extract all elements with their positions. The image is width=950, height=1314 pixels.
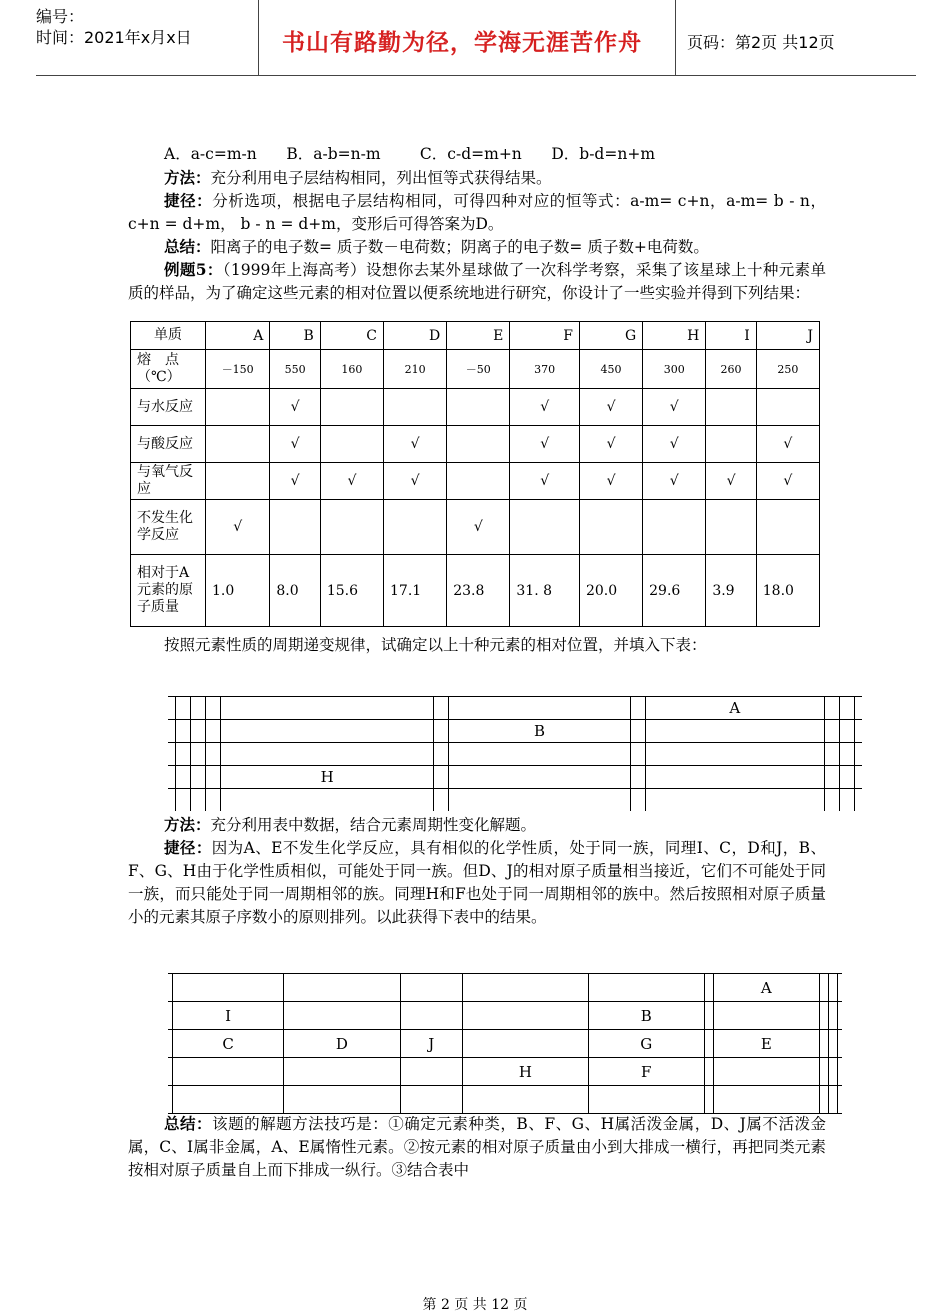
- shortcut-paragraph-1: [128, 189, 826, 236]
- element-header: C: [320, 322, 383, 350]
- shortcut-text: 因为A、E不发生化学反应，具有相似的化学性质，处于同一族，同理I、C，D和J，B、F、G、H由于化学性质相似，可能处于同一族。但D、J的相对原子质量相当接近，它们不可能处于同一族，而只能处于同一周期相邻的族。同理H和F也处于同一周期相邻的族中。然后按照相对原子质量小的元素其原子序数小的原则排列。以此获得下表中的结果。: [128, 839, 826, 926]
- table-cell: [384, 500, 447, 555]
- element-header: E: [447, 322, 510, 350]
- grid-cell: [168, 789, 176, 812]
- grid-cell: [704, 1002, 713, 1030]
- table-header-row: [131, 322, 820, 350]
- table-cell: √: [447, 500, 510, 555]
- header-right-cell: [675, 0, 916, 75]
- grid-cell: [449, 766, 631, 789]
- table-cell: [320, 500, 383, 555]
- grid-row: [168, 697, 862, 720]
- summary-paragraph-2: [128, 1112, 826, 1182]
- grid-cell: [824, 697, 839, 720]
- row-label: 与氧气反应: [131, 463, 206, 500]
- row-label: 相对于A元素的原子质量: [131, 555, 206, 627]
- summary-text: 该题的解题方法技巧是：①确定元素种类，B、F、G、H属活泼金属，D、J属不活泼金属，C、I属非金属，A、E属惰性元素。②按元素的相对原子质量由小到大排成一横行，再把同类元素按相对原子质量自上而下排成一纵行。③结合表中: [128, 1115, 826, 1179]
- grid-cell: [837, 1086, 842, 1114]
- table-cell: 210: [384, 350, 447, 389]
- table-cell: √: [510, 389, 580, 426]
- table-cell: [447, 426, 510, 463]
- grid-cell: [588, 1086, 704, 1114]
- table-cell: 8.0: [270, 555, 320, 627]
- header-motto: 书山有路勤为径，学海无涯苦作舟: [282, 30, 642, 56]
- table-cell: √: [270, 463, 320, 500]
- table-cell: [756, 500, 819, 555]
- document-number-label: 编号：: [36, 7, 85, 26]
- grid-cell: [284, 1086, 400, 1114]
- grid-cell: [172, 1086, 283, 1114]
- grid-cell: [206, 743, 221, 766]
- grid-cell: [168, 743, 176, 766]
- grid-cell: [168, 766, 176, 789]
- grid-cell: [176, 720, 191, 743]
- table-row-oxygen: [131, 463, 820, 500]
- grid-cell: [191, 720, 206, 743]
- grid-cell: [854, 720, 862, 743]
- grid-cell: [704, 1030, 713, 1058]
- grid-cell: [206, 766, 221, 789]
- table-cell: 550: [270, 350, 320, 389]
- element-header: G: [579, 322, 642, 350]
- grid-row: [168, 789, 862, 812]
- table-cell: √: [579, 426, 642, 463]
- grid-cell: G: [588, 1030, 704, 1058]
- grid-cell: [820, 974, 829, 1002]
- grid-cell: [854, 789, 862, 812]
- grid-cell: [176, 743, 191, 766]
- table-cell: [206, 389, 270, 426]
- grid-cell: [400, 974, 463, 1002]
- grid-cell: [168, 720, 176, 743]
- grid-cell: [713, 1002, 820, 1030]
- grid-cell: [434, 766, 449, 789]
- table-cell: √: [510, 426, 580, 463]
- grid-cell: E: [713, 1030, 820, 1058]
- table-cell: 450: [579, 350, 642, 389]
- grid-cell: [824, 789, 839, 812]
- table-header-label: 单质: [131, 322, 206, 350]
- grid-cell: [645, 743, 824, 766]
- grid-cell: [829, 1086, 838, 1114]
- grid-cell: [820, 1086, 829, 1114]
- grid-cell: [400, 1086, 463, 1114]
- table-cell: 23.8: [447, 555, 510, 627]
- grid-cell: [704, 1058, 713, 1086]
- method-label: 方法：: [164, 168, 211, 187]
- element-header: H: [643, 322, 706, 350]
- table-cell: [447, 389, 510, 426]
- element-header: A: [206, 322, 270, 350]
- table-cell: [756, 389, 819, 426]
- grid-cell: [191, 766, 206, 789]
- table-cell: [579, 500, 642, 555]
- table-cell: [206, 426, 270, 463]
- grid-cell: [191, 697, 206, 720]
- example-text: （1999年上海高考）设想你去某外星球做了一次科学考察，采集了该星球上十种元素单质的样品，为了确定这些元素的相对位置以便系统地进行研究，你设计了一些实验并得到下列结果：: [128, 261, 826, 302]
- table-cell: 250: [756, 350, 819, 389]
- grid-cell: [191, 743, 206, 766]
- grid-cell: [837, 1002, 842, 1030]
- instruction-paragraph: 按照元素性质的周期递变规律，试确定以上十种元素的相对位置，并填入下表：: [164, 636, 707, 654]
- grid-cell: [221, 743, 434, 766]
- grid-cell: [191, 789, 206, 812]
- grid-cell: [176, 697, 191, 720]
- method-text: 充分利用电子层结构相同，列出恒等式获得结果。: [210, 169, 552, 187]
- table-cell: √: [756, 426, 819, 463]
- grid-cell: [704, 1086, 713, 1114]
- table-row-melting-point: [131, 350, 820, 389]
- element-header: D: [384, 322, 447, 350]
- table-cell: [320, 389, 383, 426]
- grid-cell: H: [221, 766, 434, 789]
- table-cell: √: [643, 389, 706, 426]
- header-page-label: 页码：第2页 共12页: [687, 33, 835, 52]
- grid-row: [168, 720, 862, 743]
- grid-cell: [284, 1002, 400, 1030]
- grid-cell: [645, 766, 824, 789]
- table-cell: [706, 389, 756, 426]
- grid-cell: [176, 789, 191, 812]
- table-cell: √: [643, 463, 706, 500]
- grid-cell: [206, 697, 221, 720]
- shortcut-label: 捷径：: [164, 191, 213, 210]
- grid-cell: [400, 1058, 463, 1086]
- table-cell: √: [270, 426, 320, 463]
- grid-cell: [463, 1030, 589, 1058]
- grid-cell: [463, 974, 589, 1002]
- table-row-water: [131, 389, 820, 426]
- grid-cell: [630, 720, 645, 743]
- table-row-relative-mass: [131, 555, 820, 627]
- grid-cell: F: [588, 1058, 704, 1086]
- summary-label: 总结：: [164, 237, 211, 256]
- grid-cell: [434, 720, 449, 743]
- grid-cell: [829, 1058, 838, 1086]
- grid-cell: B: [588, 1002, 704, 1030]
- table-cell: √: [384, 426, 447, 463]
- grid-row: [168, 1058, 842, 1086]
- method-paragraph-1: [128, 166, 826, 190]
- page-footer: 第 2 页 共 12 页: [422, 1297, 528, 1313]
- element-header: J: [756, 322, 819, 350]
- element-header: F: [510, 322, 580, 350]
- table-cell: 29.6: [643, 555, 706, 627]
- element-data-table: [130, 321, 820, 627]
- grid-cell: [839, 766, 854, 789]
- table-cell: 31. 8: [510, 555, 580, 627]
- grid-cell: [645, 720, 824, 743]
- table-cell: √: [384, 463, 447, 500]
- table-cell: [643, 500, 706, 555]
- table-cell: 260: [706, 350, 756, 389]
- grid-cell: [434, 789, 449, 812]
- grid-cell: [704, 974, 713, 1002]
- grid-cell: [284, 974, 400, 1002]
- grid-cell: [168, 697, 176, 720]
- table-cell: √: [510, 463, 580, 500]
- grid-cell: A: [713, 974, 820, 1002]
- grid-cell: [463, 1002, 589, 1030]
- summary-label: 总结：: [164, 1114, 213, 1133]
- shortcut-label: 捷径：: [164, 838, 212, 857]
- table-cell: [270, 500, 320, 555]
- element-header: I: [706, 322, 756, 350]
- grid-cell: [172, 1058, 283, 1086]
- table-cell: －50: [447, 350, 510, 389]
- shortcut-text: 分析选项，根据电子层结构相同，可得四种对应的恒等式：a-m= c+n，a-m= b - n，c+n = d+m， b - n = d+m，变形后可得答案为D。: [128, 192, 826, 233]
- grid-cell: [829, 974, 838, 1002]
- table-cell: [447, 463, 510, 500]
- grid-cell: [837, 974, 842, 1002]
- grid-cell: [820, 1030, 829, 1058]
- grid-cell: [221, 789, 434, 812]
- grid-row: [168, 1002, 842, 1030]
- example-label: 例题5：: [164, 260, 223, 279]
- table-cell: －150: [206, 350, 270, 389]
- grid-cell: [221, 697, 434, 720]
- grid-cell: [854, 766, 862, 789]
- table-cell: 160: [320, 350, 383, 389]
- grid-cell: [172, 974, 283, 1002]
- periodic-placement-grid-blank: [168, 696, 862, 811]
- table-row-no-reaction: [131, 500, 820, 555]
- table-cell: 1.0: [206, 555, 270, 627]
- grid-cell: [588, 974, 704, 1002]
- table-cell: 20.0: [579, 555, 642, 627]
- grid-cell: [645, 789, 824, 812]
- grid-cell: [829, 1002, 838, 1030]
- grid-cell: [449, 789, 631, 812]
- grid-cell: [434, 697, 449, 720]
- table-cell: 300: [643, 350, 706, 389]
- shortcut-paragraph-2: [128, 836, 826, 929]
- grid-cell: H: [463, 1058, 589, 1086]
- grid-row: [168, 1030, 842, 1058]
- grid-cell: [854, 743, 862, 766]
- row-label: 不发生化学反应: [131, 500, 206, 555]
- grid-cell: [824, 720, 839, 743]
- grid-row: [168, 974, 842, 1002]
- grid-cell: [434, 743, 449, 766]
- table-cell: √: [270, 389, 320, 426]
- grid-row: [168, 743, 862, 766]
- document-time-label: 时间：2021年x月x日: [36, 28, 192, 47]
- table-cell: √: [643, 426, 706, 463]
- header-left-cell: [36, 0, 259, 75]
- periodic-placement-grid-answer: [168, 973, 842, 1114]
- summary-text: 阳离子的电子数= 质子数－电荷数；阴离子的电子数= 质子数+电荷数。: [210, 238, 709, 256]
- grid-cell: [839, 789, 854, 812]
- table-cell: 3.9: [706, 555, 756, 627]
- grid-cell: [206, 789, 221, 812]
- header-middle-cell: [258, 0, 676, 75]
- grid-row: [168, 1086, 842, 1114]
- table-cell: [384, 389, 447, 426]
- grid-cell: [713, 1086, 820, 1114]
- grid-cell: [463, 1086, 589, 1114]
- table-cell: [320, 426, 383, 463]
- table-cell: √: [579, 389, 642, 426]
- grid-cell: [824, 766, 839, 789]
- table-cell: 18.0: [756, 555, 819, 627]
- table-cell: [510, 500, 580, 555]
- table-cell: √: [206, 500, 270, 555]
- grid-cell: [221, 720, 434, 743]
- grid-cell: [837, 1030, 842, 1058]
- table-row-acid: [131, 426, 820, 463]
- method-paragraph-2: [128, 813, 826, 837]
- grid-cell: B: [449, 720, 631, 743]
- grid-cell: C: [172, 1030, 283, 1058]
- grid-cell: [449, 697, 631, 720]
- table-cell: [706, 500, 756, 555]
- grid-cell: [630, 789, 645, 812]
- grid-cell: [630, 743, 645, 766]
- grid-cell: [630, 766, 645, 789]
- grid-cell: [630, 697, 645, 720]
- method-text: 充分利用表中数据，结合元素周期性变化解题。: [210, 816, 537, 834]
- grid-cell: [824, 743, 839, 766]
- table-cell: √: [320, 463, 383, 500]
- grid-cell: J: [400, 1030, 463, 1058]
- grid-cell: [284, 1058, 400, 1086]
- page-header: [36, 0, 916, 76]
- table-cell: √: [706, 463, 756, 500]
- grid-cell: [713, 1058, 820, 1086]
- grid-cell: [820, 1058, 829, 1086]
- method-label: 方法：: [164, 815, 211, 834]
- grid-cell: A: [645, 697, 824, 720]
- table-cell: √: [579, 463, 642, 500]
- grid-row: [168, 766, 862, 789]
- grid-cell: [176, 766, 191, 789]
- table-cell: √: [756, 463, 819, 500]
- table-cell: [706, 426, 756, 463]
- row-label: 与酸反应: [131, 426, 206, 463]
- grid-cell: [829, 1030, 838, 1058]
- table-cell: 370: [510, 350, 580, 389]
- grid-cell: [839, 743, 854, 766]
- table-cell: 15.6: [320, 555, 383, 627]
- example-5-paragraph: [128, 258, 826, 305]
- grid-cell: [820, 1002, 829, 1030]
- element-header: B: [270, 322, 320, 350]
- grid-cell: [449, 743, 631, 766]
- grid-cell: [206, 720, 221, 743]
- grid-cell: [839, 720, 854, 743]
- table-cell: 17.1: [384, 555, 447, 627]
- grid-cell: D: [284, 1030, 400, 1058]
- grid-cell: [400, 1002, 463, 1030]
- summary-paragraph-1: [128, 235, 826, 259]
- grid-cell: [839, 697, 854, 720]
- answer-options: A．a-c=m-n B．a-b=n-m C．c-d=m+n D．b-d=n+m: [164, 145, 656, 163]
- grid-cell: [837, 1058, 842, 1086]
- table-cell: [206, 463, 270, 500]
- grid-cell: I: [172, 1002, 283, 1030]
- row-label: 熔 点（℃）: [131, 350, 206, 389]
- grid-cell: [854, 697, 862, 720]
- row-label: 与水反应: [131, 389, 206, 426]
